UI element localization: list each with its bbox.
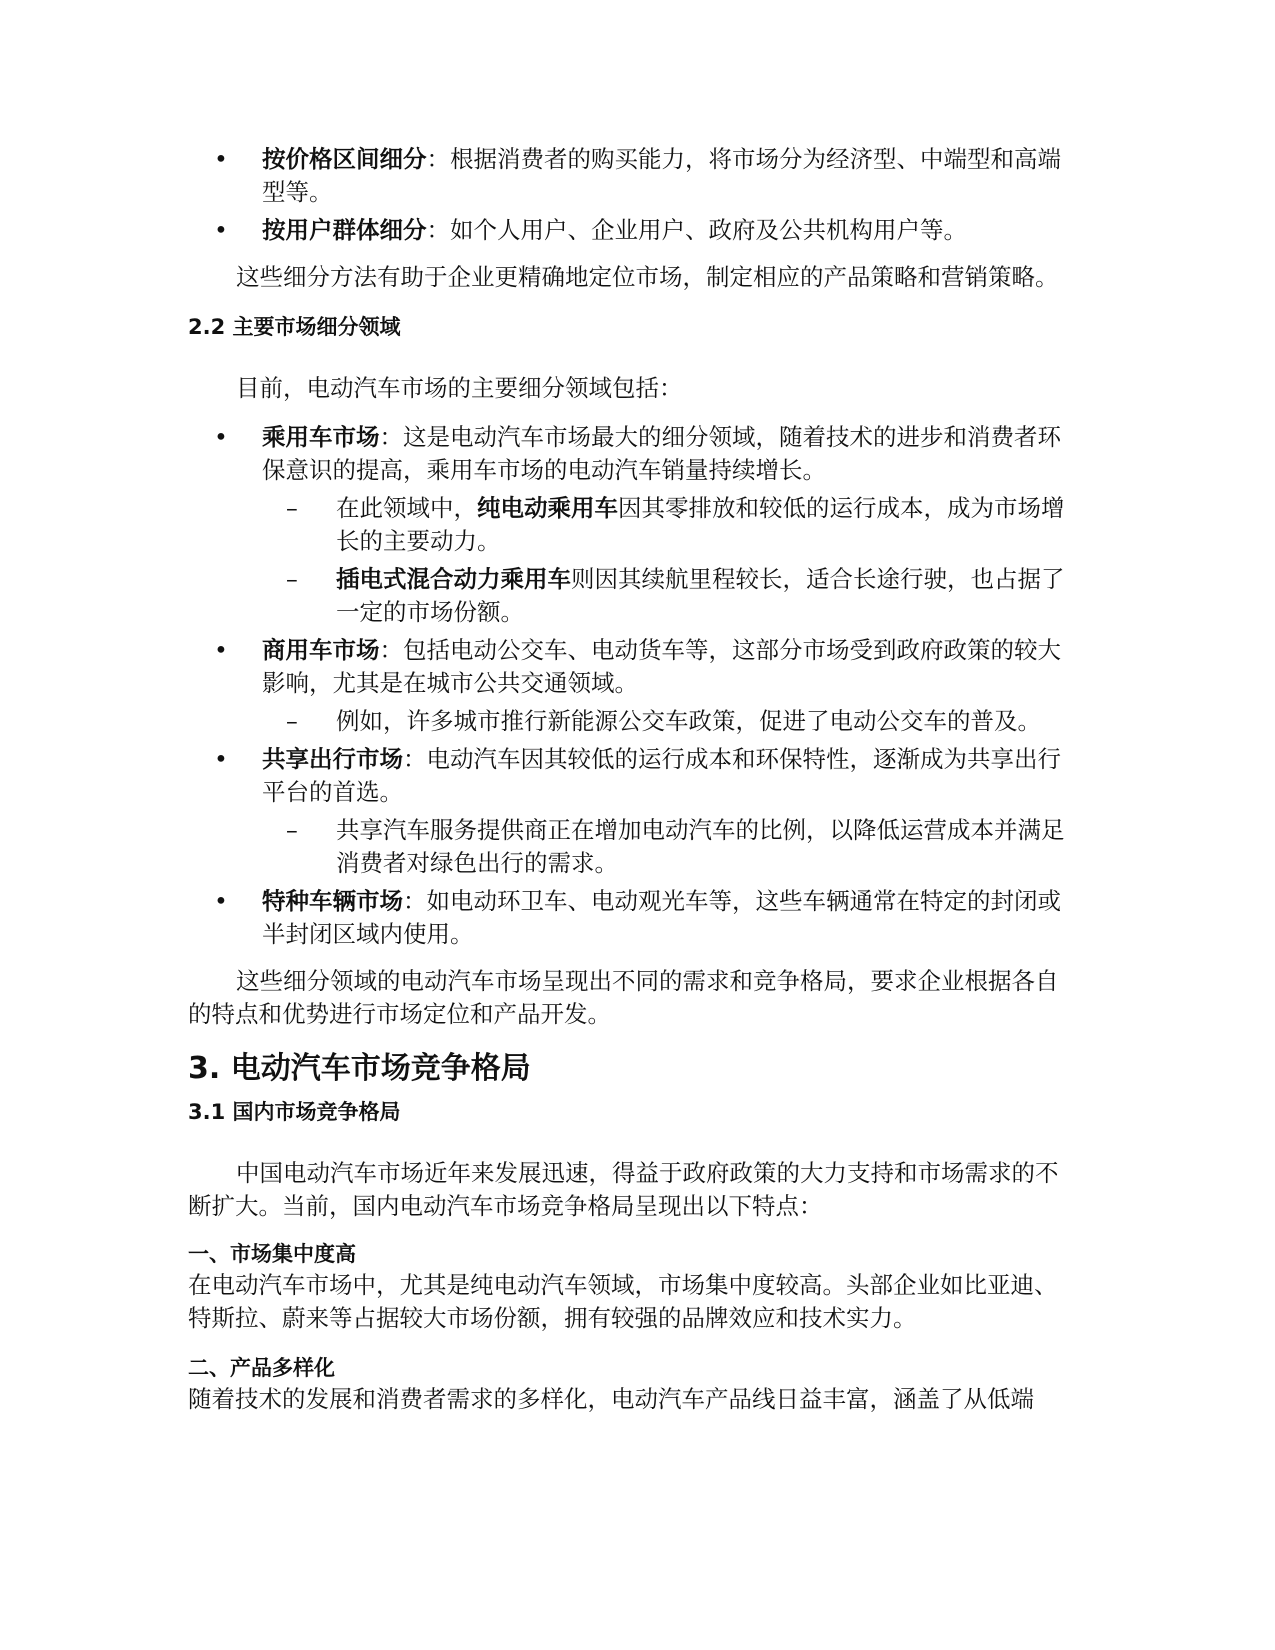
sub-list-item: [188, 492, 1078, 558]
section-heading: 3.1 国内市场竞争格局: [188, 1100, 401, 1124]
paragraph: 在电动汽车市场中，尤其是纯电动汽车领域，市场集中度较高。头部企业如比亚迪、特斯拉、蔚来等占据较大市场份额，拥有较强的品牌效应和技术实力。: [188, 1271, 1058, 1332]
paragraph: 这些细分方法有助于企业更精确地定位市场，制定相应的产品策略和营销策略。: [236, 263, 1059, 291]
item-title: 共享出行市场: [262, 745, 403, 773]
bullet-mark: •: [214, 745, 228, 773]
document-page: [188, 143, 1078, 1416]
section-heading: 2.2 主要市场细分领域: [188, 315, 401, 339]
paragraph: 目前，电动汽车市场的主要细分领域包括：: [236, 374, 683, 402]
segment-list: [188, 421, 1078, 951]
item-text: ：如电动环卫车、电动观光车等，这些车辆通常在特定的封闭或半封闭区域内使用。: [262, 887, 1061, 948]
paragraph: 中国电动汽车市场近年来发展迅速，得益于政府政策的大力支持和市场需求的不断扩大。当前，国内电动汽车市场竞争格局呈现出以下特点：: [188, 1159, 1059, 1220]
item-title: 纯电动乘用车: [477, 494, 618, 522]
dash-mark: –: [286, 494, 298, 522]
item-text: ：根据消费者的购买能力，将市场分为经济型、中端型和高端型等。: [262, 145, 1061, 206]
bullet-mark: •: [214, 423, 228, 451]
list-item: [188, 743, 1078, 809]
item-text: 则因其续航里程较长，适合长途行驶，也占据了一定的市场份额。: [336, 565, 1065, 626]
item-text: ：这是电动汽车市场最大的细分领域，随着技术的进步和消费者环保意识的提高，乘用车市场的电动汽车销量持续增长。: [262, 423, 1061, 484]
dash-mark: –: [286, 707, 298, 735]
bullet-mark: •: [214, 216, 228, 244]
item-text: ：如个人用户、企业用户、政府及公共机构用户等。: [426, 216, 967, 244]
chapter-heading: 3. 电动汽车市场竞争格局: [188, 1051, 531, 1086]
list-item: [188, 634, 1078, 700]
list-item: [188, 214, 1078, 247]
item-text: ：包括电动公交车、电动货车等，这部分市场受到政府政策的较大影响，尤其是在城市公共交通领域。: [262, 636, 1061, 697]
sub-list-item: [188, 814, 1078, 880]
item-text: ：电动汽车因其较低的运行成本和环保特性，逐渐成为共享出行平台的首选。: [262, 745, 1061, 806]
list-item: [188, 421, 1078, 487]
item-text: 因其零排放和较低的运行成本，成为市场增长的主要动力。: [336, 494, 1065, 555]
sub-list-item: [188, 705, 1078, 738]
paragraph: 这些细分领域的电动汽车市场呈现出不同的需求和竞争格局，要求企业根据各自的特点和优势进行市场定位和产品开发。: [188, 967, 1059, 1028]
item-title: 按用户群体细分: [262, 216, 427, 244]
item-text: 共享汽车服务提供商正在增加电动汽车的比例，以降低运营成本并满足消费者对绿色出行的需求。: [336, 816, 1065, 877]
item-text: 在此领域中，: [336, 494, 477, 522]
list-item: [188, 143, 1078, 209]
item-title: 插电式混合动力乘用车: [336, 565, 571, 593]
sub-list-item: [188, 563, 1078, 629]
dash-mark: –: [286, 565, 298, 593]
bullet-mark: •: [214, 145, 228, 173]
paragraph: 随着技术的发展和消费者需求的多样化，电动汽车产品线日益丰富，涵盖了从低端: [188, 1385, 1034, 1413]
subsection-heading: 一、市场集中度高: [188, 1242, 356, 1266]
item-text: 例如，许多城市推行新能源公交车政策，促进了电动公交车的普及。: [336, 707, 1041, 735]
item-title: 乘用车市场: [262, 423, 380, 451]
item-title: 按价格区间细分: [262, 145, 427, 173]
item-title: 商用车市场: [262, 636, 380, 664]
list-item: [188, 885, 1078, 951]
subsection-heading: 二、产品多样化: [188, 1356, 335, 1380]
bullet-mark: •: [214, 887, 228, 915]
dash-mark: –: [286, 816, 298, 844]
item-title: 特种车辆市场: [262, 887, 403, 915]
bullet-mark: •: [214, 636, 228, 664]
